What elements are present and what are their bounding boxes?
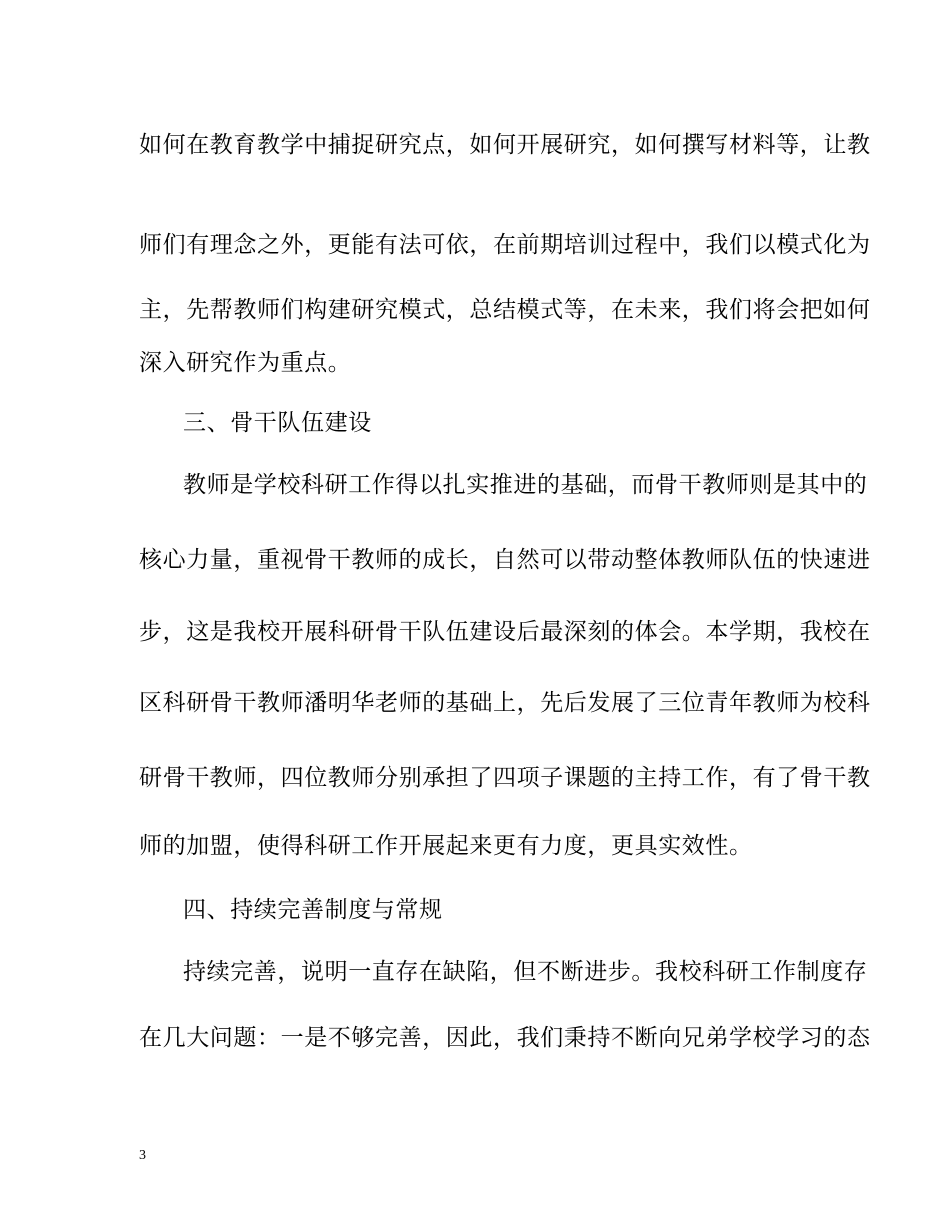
paragraph-line: 在几大问题：一是不够完善，因此，我们秉持不断向兄弟学校学习的态 [139, 1025, 871, 1051]
section-heading: 四、持续完善制度与常规 [183, 897, 443, 923]
paragraph-line: 主，先帮教师们构建研究模式，总结模式等，在未来，我们将会把如何 [139, 297, 871, 323]
paragraph-line: 持续完善，说明一直存在缺陷，但不断进步。我校科研工作制度存 [183, 959, 868, 985]
paragraph-line: 步，这是我校开展科研骨干队伍建设后最深刻的体会。本学期，我校在 [139, 619, 871, 645]
paragraph-line: 如何在教育教学中捕捉研究点，如何开展研究，如何撰写材料等，让教 [139, 132, 871, 158]
paragraph-line: 师的加盟，使得科研工作开展起来更有力度，更具实效性。 [139, 833, 753, 859]
paragraph-line: 核心力量，重视骨干教师的成长，自然可以带动整体教师队伍的快速进 [139, 547, 871, 573]
paragraph-line: 区科研骨干教师潘明华老师的基础上，先后发展了三位青年教师为校科 [139, 690, 871, 716]
paragraph-line: 教师是学校科研工作得以扎实推进的基础，而骨干教师则是其中的 [183, 472, 868, 498]
paragraph-line: 师们有理念之外，更能有法可依，在前期培训过程中，我们以模式化为 [139, 232, 871, 258]
paragraph-line: 研骨干教师，四位教师分别承担了四项子课题的主持工作，有了骨干教 [139, 765, 871, 791]
paragraph-line: 深入研究作为重点。 [139, 350, 352, 376]
section-heading: 三、骨干队伍建设 [183, 410, 372, 436]
page-number: 3 [139, 1148, 146, 1163]
